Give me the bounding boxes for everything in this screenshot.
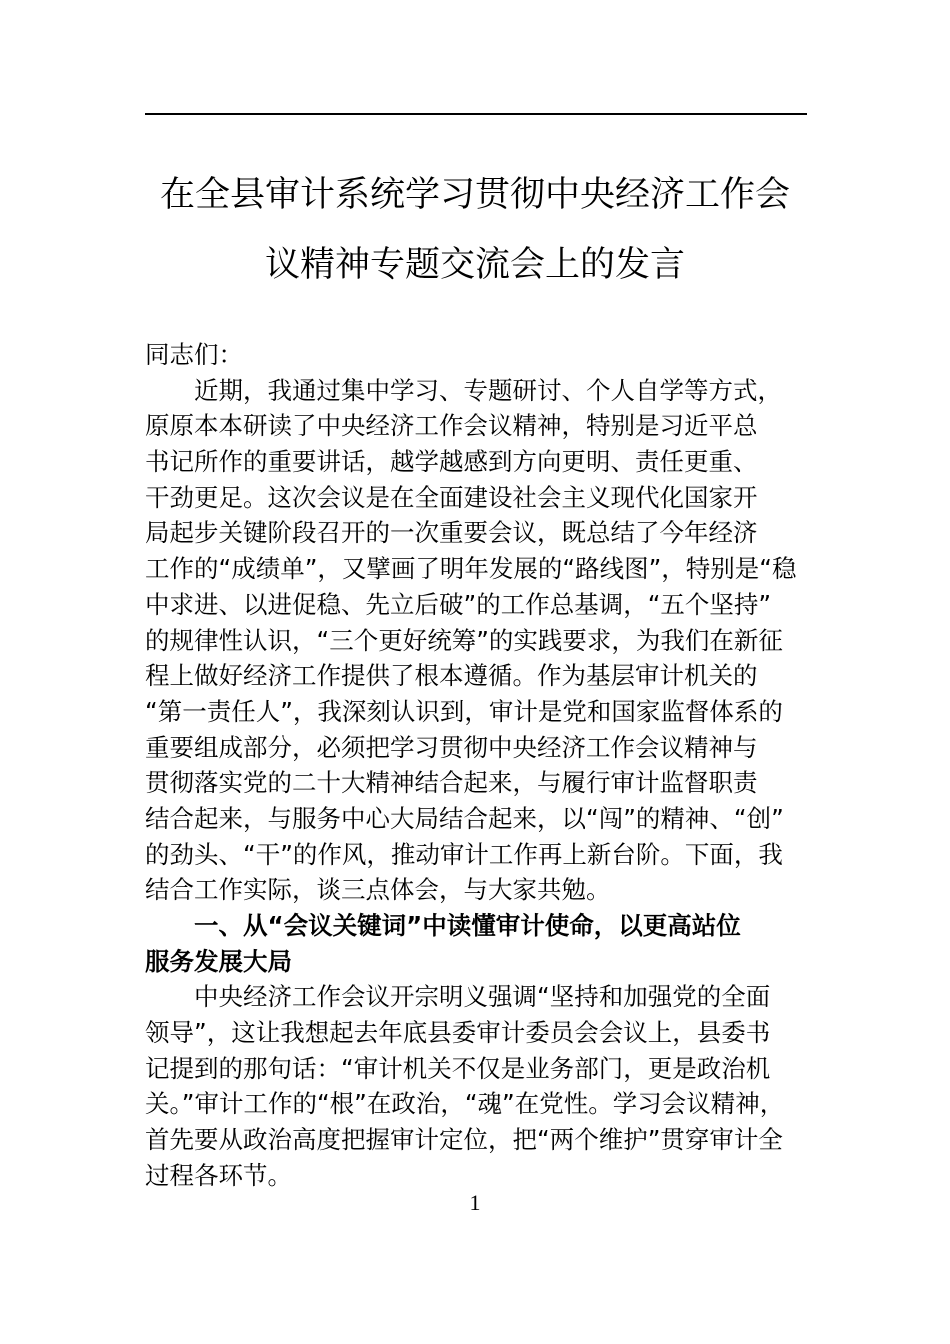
paragraph-line: 的劲头、“干”的作风，推动审计工作再上新台阶。下面，我	[145, 839, 783, 869]
section-heading-line: 一、从“会议关键词”中读懂审计使命，以更高站位	[194, 911, 741, 940]
paragraph-line: 中央经济工作会议开宗明义强调“坚持和加强党的全面	[194, 982, 771, 1012]
paragraph-line: “第一责任人”，我深刻认识到，审计是党和国家监督体系的	[145, 696, 783, 726]
paragraph-line: 原原本本研读了中央经济工作会议精神，特别是习近平总	[145, 411, 758, 441]
paragraph-line: 程上做好经济工作提供了根本遵循。作为基层审计机关的	[145, 661, 758, 691]
paragraph-line: 局起步关键阶段召开的一次重要会议，既总结了今年经济	[145, 518, 758, 548]
page-number: 1	[469, 1190, 481, 1215]
paragraph-line: 干劲更足。这次会议是在全面建设社会主义现代化国家开	[145, 482, 758, 512]
paragraph-line: 近期，我通过集中学习、专题研讨、个人自学等方式，	[194, 375, 782, 405]
document-title-line-2: 议精神专题交流会上的发言	[264, 245, 685, 285]
paragraph-line: 重要组成部分，必须把学习贯彻中央经济工作会议精神与	[145, 732, 758, 762]
paragraph-line: 结合工作实际，谈三点体会，与大家共勉。	[145, 875, 611, 905]
paragraph-line: 关。”审计工作的“根”在政治，“魂”在党性。学习会议精神，	[145, 1089, 785, 1119]
paragraph-line: 记提到的那句话：“审计机关不仅是业务部门，更是政治机	[145, 1053, 771, 1083]
paragraph-line: 工作的“成绩单”，又擘画了明年发展的“路线图”，特别是“稳	[145, 554, 797, 584]
document-title-line-1: 在全县审计系统学习贯彻中央经济工作会	[159, 175, 790, 215]
paragraph-line: 结合起来，与服务中心大局结合起来，以“闯”的精神、“创”	[145, 803, 784, 833]
paragraph-line: 中求进、以进促稳、先立后破”的工作总基调，“五个坚持”	[145, 589, 772, 619]
paragraph-line: 过程各环节。	[145, 1160, 292, 1190]
section-heading-line: 服务发展大局	[145, 946, 292, 976]
document-body	[145, 337, 845, 1194]
header-rule	[145, 113, 807, 115]
paragraph-line: 书记所作的重要讲话，越学越感到方向更明、责任更重、	[145, 447, 758, 477]
paragraph-line: 的规律性认识，“三个更好统筹”的实践要求，为我们在新征	[145, 625, 783, 655]
paragraph-line: 首先要从政治高度把握审计定位，把“两个维护”贯穿审计全	[145, 1125, 783, 1155]
salutation: 同志们：	[145, 340, 243, 369]
paragraph-line: 贯彻落实党的二十大精神结合起来，与履行审计监督职责	[145, 768, 758, 798]
paragraph-line: 领导”，这让我想起去年底县委审计委员会会议上，县委书	[145, 1018, 771, 1048]
